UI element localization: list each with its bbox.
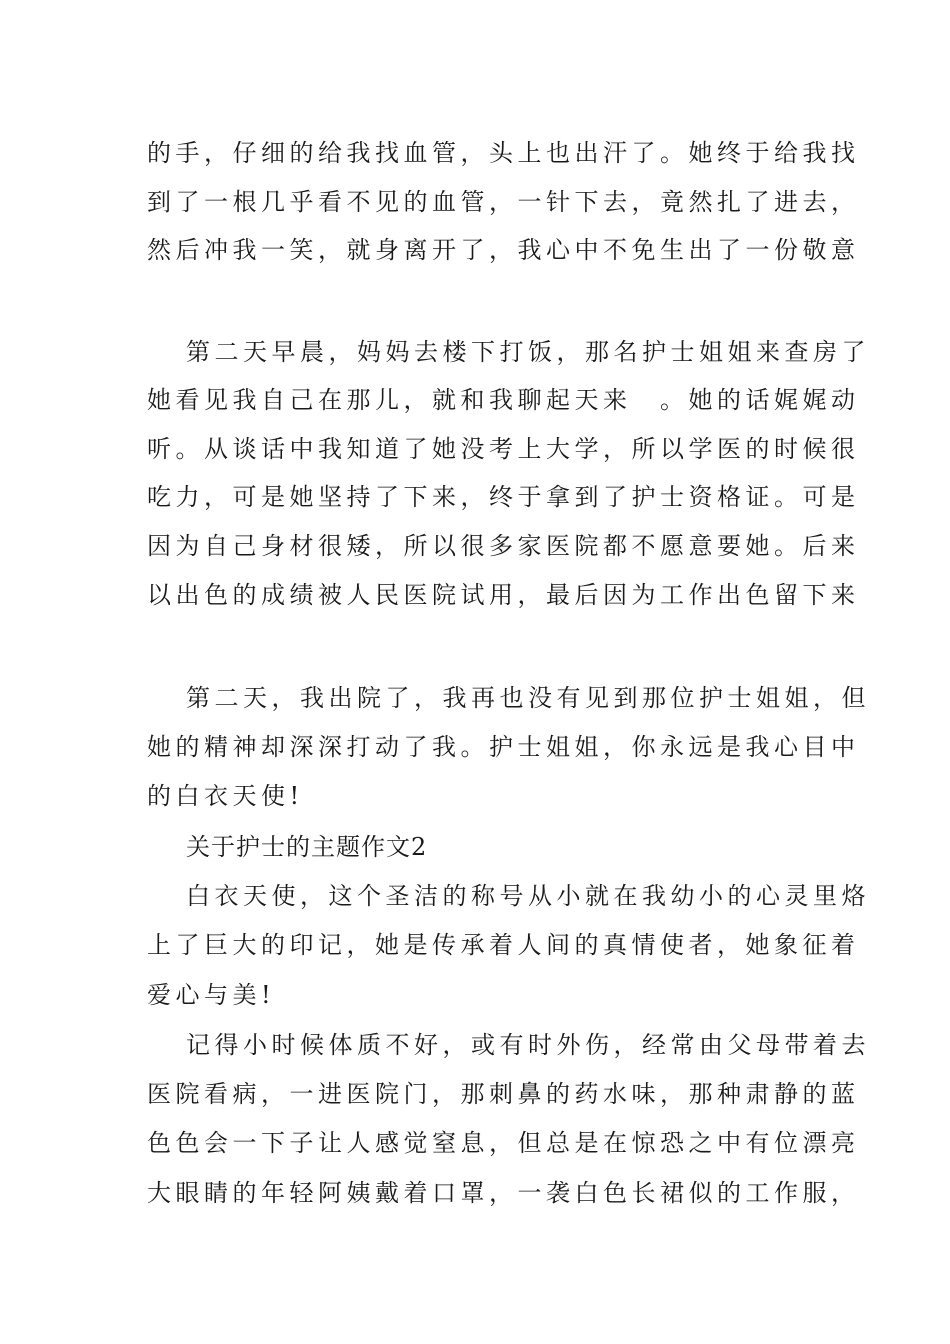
text-line: 因为自己身材很矮，所以很多家医院都不愿意要她。后来 bbox=[147, 532, 860, 560]
text-line: 以出色的成绩被人民医院试用，最后因为工作出色留下来 bbox=[147, 581, 860, 609]
text-line: 医院看病，一进医院门，那刺鼻的药水味，那种肃静的蓝 bbox=[147, 1080, 860, 1108]
text-line: 到了一根几乎看不见的血管，一针下去，竟然扎了进去， bbox=[147, 188, 860, 216]
text-line: 的手，仔细的给我找血管，头上也出汗了。她终于给我找 bbox=[147, 139, 860, 167]
text-line: 的白衣天使! bbox=[147, 782, 304, 810]
text-line: 白衣天使，这个圣洁的称号从小就在我幼小的心灵里烙 bbox=[186, 882, 870, 910]
text-line: 她看见我自己在那儿，就和我聊起天来 。她的话娓娓动 bbox=[147, 386, 860, 414]
text-line: 然后冲我一笑，就身离开了，我心中不免生出了一份敬意 bbox=[147, 236, 860, 264]
text-line: 记得小时候体质不好，或有时外伤，经常由父母带着去 bbox=[186, 1031, 870, 1059]
text-line: 第二天，我出院了，我再也没有见到那位护士姐姐，但 bbox=[186, 684, 870, 712]
text-line: 上了巨大的印记，她是传承着人间的真情使者，她象征着 bbox=[147, 931, 860, 959]
text-line: 大眼睛的年轻阿姨戴着口罩，一袭白色长裙似的工作服， bbox=[147, 1179, 860, 1207]
text-line: 色色会一下子让人感觉窒息，但总是在惊恐之中有位漂亮 bbox=[147, 1129, 860, 1157]
text-line: 她的精神却深深打动了我。护士姐姐，你永远是我心目中 bbox=[147, 733, 860, 761]
text-line: 第二天早晨，妈妈去楼下打饭，那名护士姐姐来查房了 bbox=[186, 338, 870, 366]
section-heading: 关于护士的主题作文2 bbox=[186, 833, 428, 861]
text-line: 听。从谈话中我知道了她没考上大学，所以学医的时候很 bbox=[147, 435, 860, 463]
text-line: 爱心与美! bbox=[147, 981, 276, 1009]
text-line: 吃力，可是她坚持了下来，终于拿到了护士资格证。可是 bbox=[147, 483, 860, 511]
